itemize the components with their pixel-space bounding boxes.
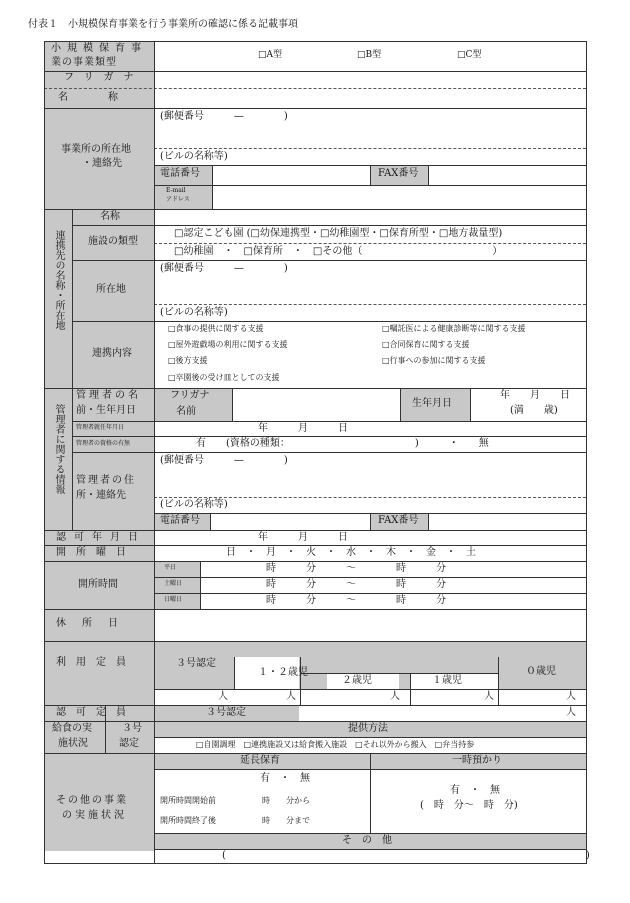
partner-item[interactable]: □屋外遊戯場の利用に関する支援 [168,340,288,349]
open-days-label: 開所曜日 [56,547,136,558]
partner-item[interactable]: □卒園後の受け皿としての支援 [168,373,280,382]
meals-cert-label-2: 認定 [119,738,139,749]
temp-care-yesno[interactable]: 有 ・ 無 [450,785,500,796]
partner-item[interactable]: □行事への参加に関する支援 [382,356,486,365]
facility-type-options[interactable]: □認定こども園 (□幼保連携型・□幼稚園型・□保育所型・□地方裁量型) [174,228,503,239]
other-label: その他の事業 [56,795,128,806]
meals-label-2: 施状況 [58,738,88,749]
office-phone-label: 電話番号 [160,168,200,179]
partner-postal[interactable]: (郵便番号 — ) [160,263,288,274]
hours-label: 開所時間 [78,579,118,590]
email-label: E-mail [166,187,186,194]
capacity-age2-unit: 人 [390,691,400,702]
hours-weekday-label: 平日 [164,564,177,571]
manager-age-value[interactable]: (満 歳) [510,405,558,416]
capacity-age2-label: ２歳児 [342,675,372,686]
meals-method-options[interactable]: □自園調理 □連携施設又は給食搬入施設 □それ以外から搬入 □弁当持参 [196,740,475,749]
hours-saturday-value[interactable]: 時 分 ～ 時 分 [266,579,446,590]
type-a-checkbox[interactable]: □A型 [258,50,283,60]
facility-type-options-2[interactable]: □幼稚園 ・ □保育所 ・ □その他（ ） [174,246,503,257]
location-label: 事業所の所在地 [61,144,131,155]
capacity-age0-unit: 人 [566,691,576,702]
manager-building[interactable]: (ビルの名称等) [160,499,228,510]
manager-dob-label: 生年月日 [412,398,452,409]
partner-address-label: 所在地 [96,284,126,295]
extended-end-value[interactable]: 時 分まで [262,816,310,825]
manager-name-dob-label: 管理者の名 [76,390,141,401]
approved-cert3-label: ３号認定 [206,707,246,718]
capacity-age12-unit: 人 [286,691,296,702]
capacity-age0-label: ０歳児 [526,666,556,677]
type-label: 小規模保育事 [51,43,147,54]
manager-address-label-2: 所・連絡先 [76,490,126,501]
location-label-2: ・連絡先 [82,158,122,169]
manager-name-label: 名前 [176,406,196,417]
partner-name-label: 名称 [100,211,120,222]
capacity-age12-label: １・２歳児 [258,667,308,678]
manager-appointed-label: 管理者就任年月日 [76,424,125,431]
partner-content-label: 連携内容 [92,348,132,359]
approved-capacity-label: 認可定員 [56,707,136,718]
misc-label: そ の 他 [342,835,392,846]
partner-item[interactable]: □後方支援 [168,356,208,365]
capacity-cert3-label: ３号認定 [176,658,216,669]
form-title: 付表１ 小規模保育事業を行う事業所の確認に係る記載事項 [28,19,298,30]
name-label: 名 称 [58,92,118,103]
manager-postal[interactable]: (郵便番号 — ) [160,455,288,466]
type-b-checkbox[interactable]: □B型 [357,50,382,60]
office-building[interactable]: (ビルの名称等) [160,151,228,162]
manager-appointed-value[interactable]: 年 月 日 [258,423,348,434]
partner-item[interactable]: □嘱託医による健康診断等に関する支援 [382,324,526,333]
approval-date-value[interactable]: 年 月 日 [258,532,348,543]
hours-sunday-value[interactable]: 時 分 ～ 時 分 [266,595,446,606]
capacity-label: 利用定員 [56,657,136,668]
extended-start-value[interactable]: 時 分から [262,796,310,805]
holidays-label: 休所日 [56,618,134,629]
approved-unit: 人 [566,707,576,718]
hours-sunday-label: 日曜日 [164,596,183,603]
type-c-checkbox[interactable]: □C型 [457,50,482,60]
manager-qualification-label: 管理者の資格の有無 [76,440,131,447]
temp-care-time[interactable]: ( 時 分～ 時 分) [420,800,518,811]
meals-label: 給食の実 [52,723,92,734]
partner-building[interactable]: (ビルの名称等) [160,307,228,318]
capacity-age1-label: １歳児 [432,675,462,686]
other-label-2: の実施状況 [62,810,127,821]
approved-value-cell [299,705,586,721]
open-days-value[interactable]: 日 ・ 月 ・ 火 ・ 水 ・ 木 ・ 金 ・ 土 [226,547,476,558]
manager-qualification-value[interactable]: 有 (資格の種類： ) ・ 無 [196,438,489,449]
misc-value[interactable]: ( ) [222,850,590,861]
office-postal[interactable]: (郵便番号 — ) [160,111,288,122]
office-fax-label: FAX番号 [378,168,419,179]
approval-date-label: 認可年月日 [56,532,146,543]
extended-end-label: 開所時間終了後 [160,816,216,825]
extended-care-yesno[interactable]: 有 ・ 無 [260,773,310,784]
email-label-2: アドレス [166,196,190,203]
type-label-2: 業の事業類型 [51,57,117,68]
facility-type-label: 施設の類型 [88,236,138,247]
hours-weekday-value[interactable]: 時 分 ～ 時 分 [266,563,446,574]
extended-start-label: 開所時間開始前 [160,796,216,805]
manager-address-label: 管理者の住 [76,475,136,486]
extended-care-label: 延長保育 [240,755,280,766]
manager-phone-label: 電話番号 [160,515,200,526]
manager-furigana-label: フリガナ [170,390,210,401]
partner-item[interactable]: □合同保育に関する支援 [382,340,470,349]
furigana-label: フリガナ [64,72,144,83]
capacity-age1-unit: 人 [484,691,494,702]
temp-care-label: 一時預かり [452,755,502,766]
hours-saturday-label: 土曜日 [164,580,183,587]
manager-side-label: 管理者に関する情報 [53,404,64,494]
partner-side-label: 連携先の名称・所在地 [53,230,64,330]
capacity-cert3-unit: 人 [218,691,228,702]
meals-method-label: 提供方法 [348,723,388,734]
manager-dob-value[interactable]: 年 月 日 [500,390,570,401]
manager-name-dob-label-2: 前・生年月日 [76,405,136,416]
meals-cert-label: ３号 [122,723,142,734]
manager-fax-label: FAX番号 [378,515,419,526]
partner-item[interactable]: □食事の提供に関する支援 [168,324,264,333]
